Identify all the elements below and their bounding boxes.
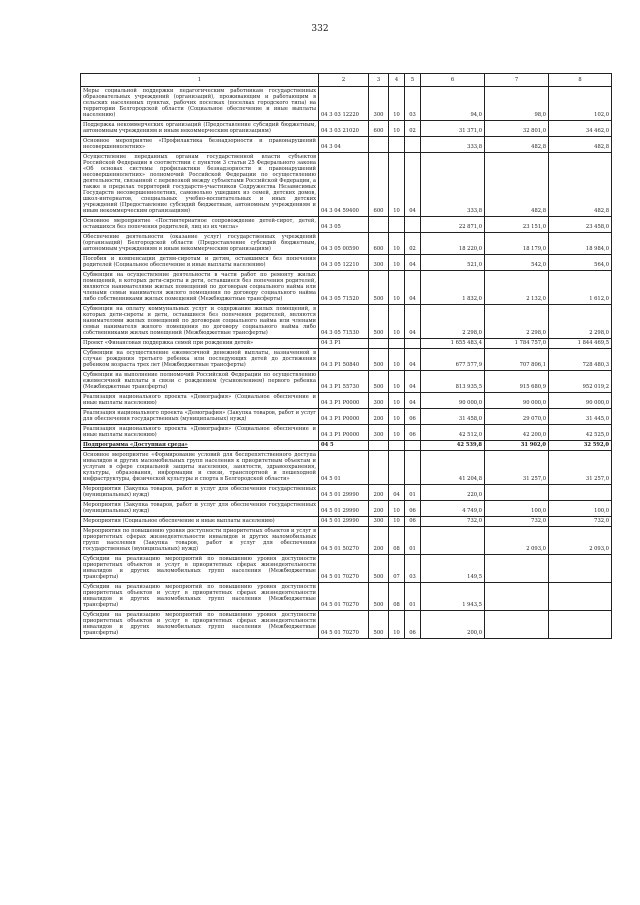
section-cell: 10 — [389, 153, 405, 217]
budget-code-cell: 04 5 01 29990 — [319, 485, 369, 501]
budget-code-cell: 04 3 03 21020 — [319, 121, 369, 137]
subsection-cell: 02 — [405, 233, 421, 255]
table-row — [81, 409, 612, 425]
subsection-cell: 03 — [405, 87, 421, 121]
amount-year3-cell: 732,0 — [549, 517, 612, 527]
row-name-cell: Субвенции на осуществление ежемесячной денежной выплаты, назначенной в случае рождения третьего ребенка или последующих детей до достижения ребенком возраста трех лет (Межбюджетные трансферты) — [81, 349, 319, 371]
expense-type-cell — [369, 451, 389, 485]
table-row — [81, 153, 612, 217]
amount-year1-cell: 31 458,0 — [421, 409, 485, 425]
amount-year3-cell: 18 984,0 — [549, 233, 612, 255]
amount-year1-cell: 42 512,0 — [421, 425, 485, 441]
row-name-cell: Реализация национального проекта «Демография» (Социальное обеспечение и иные выплаты населению) — [81, 425, 319, 441]
expense-type-cell — [369, 441, 389, 451]
budget-code-cell: 04 5 01 — [319, 451, 369, 485]
row-name-cell: Мероприятия (Закупка товаров, работ и услуг для обеспечения государственных (муниципальных) нужд) — [81, 485, 319, 501]
amount-year3-cell: 23 458,0 — [549, 217, 612, 233]
section-cell: 10 — [389, 349, 405, 371]
amount-year2-cell — [485, 583, 549, 611]
section-cell: 10 — [389, 271, 405, 305]
amount-year3-cell: 482,8 — [549, 137, 612, 153]
budget-code-cell: 04 5 01 70270 — [319, 583, 369, 611]
section-cell: 10 — [389, 425, 405, 441]
table-row — [81, 305, 612, 339]
amount-year2-cell: 18 179,0 — [485, 233, 549, 255]
amount-year1-cell — [421, 527, 485, 555]
column-header: 1 — [81, 74, 319, 87]
budget-code-cell: 04 5 — [319, 441, 369, 451]
subsection-cell — [405, 339, 421, 349]
subsection-cell — [405, 441, 421, 451]
amount-year1-cell: 333,8 — [421, 137, 485, 153]
column-header: 3 — [369, 74, 389, 87]
amount-year1-cell: 220,0 — [421, 485, 485, 501]
expense-type-cell: 500 — [369, 555, 389, 583]
expense-type-cell: 200 — [369, 409, 389, 425]
amount-year3-cell: 482,8 — [549, 153, 612, 217]
row-name-cell: Реализация национального проекта «Демография» (Социальное обеспечение и иные выплаты населению) — [81, 393, 319, 409]
section-cell: 10 — [389, 409, 405, 425]
section-cell: 10 — [389, 611, 405, 639]
amount-year3-cell: 2 298,0 — [549, 305, 612, 339]
table-row — [81, 485, 612, 501]
amount-year1-cell: 31 371,0 — [421, 121, 485, 137]
table-row — [81, 339, 612, 349]
amount-year3-cell: 1 844 469,5 — [549, 339, 612, 349]
amount-year1-cell: 94,0 — [421, 87, 485, 121]
amount-year2-cell: 2 298,0 — [485, 305, 549, 339]
expense-type-cell: 600 — [369, 153, 389, 217]
amount-year3-cell: 31 257,0 — [549, 451, 612, 485]
subsection-cell: 04 — [405, 393, 421, 409]
budget-code-cell: 04 5 01 70270 — [319, 611, 369, 639]
budget-code-cell: 04 5 01 70270 — [319, 555, 369, 583]
budget-code-cell: 04 3 04 — [319, 137, 369, 153]
row-name-cell: Основное мероприятие «Постинтернатное сопровождение детей-сирот, детей, оставшихся без попечения родителей, лиц из их числа» — [81, 217, 319, 233]
budget-code-cell: 04 3 P1 55730 — [319, 371, 369, 393]
section-cell: 10 — [389, 371, 405, 393]
column-header: 2 — [319, 74, 369, 87]
subsection-cell: 01 — [405, 583, 421, 611]
budget-code-cell: 04 3 05 12210 — [319, 255, 369, 271]
amount-year1-cell: 2 298,0 — [421, 305, 485, 339]
amount-year1-cell: 1 832,0 — [421, 271, 485, 305]
subsection-cell: 06 — [405, 501, 421, 517]
column-header: 5 — [405, 74, 421, 87]
budget-code-cell: 04 3 05 — [319, 217, 369, 233]
amount-year1-cell: 813 935,5 — [421, 371, 485, 393]
expense-type-cell: 200 — [369, 485, 389, 501]
column-header: 6 — [421, 74, 485, 87]
column-header: 4 — [389, 74, 405, 87]
subsection-cell: 06 — [405, 409, 421, 425]
row-name-cell: Мероприятия (Социальное обеспечение и иные выплаты населению) — [81, 517, 319, 527]
section-cell: 07 — [389, 555, 405, 583]
column-header: 8 — [549, 74, 612, 87]
amount-year1-cell: 333,8 — [421, 153, 485, 217]
row-name-cell: Субвенции на осуществление деятельности в части работ по ремонту жилых помещений, в которых дети-сироты и дети, оставшиеся без попечения родителей, являются нанимателями жилых помещений по договорам социального найма или членами семьи нанимателя жилого помещения по договору социального найма либо собственниками жилых помещений (Межбюджетные трансферты) — [81, 271, 319, 305]
amount-year2-cell: 29 070,0 — [485, 409, 549, 425]
subsection-cell: 04 — [405, 255, 421, 271]
section-cell — [389, 339, 405, 349]
amount-year2-cell — [485, 611, 549, 639]
budget-code-cell: 04 3 P1 P0000 — [319, 425, 369, 441]
table-row — [81, 271, 612, 305]
table-header-row — [81, 74, 612, 87]
expense-type-cell: 200 — [369, 527, 389, 555]
subsection-cell — [405, 217, 421, 233]
amount-year3-cell: 90 000,0 — [549, 393, 612, 409]
expense-type-cell: 500 — [369, 349, 389, 371]
row-name-cell: Осуществление переданных органам государственной власти субъектов Российской Федерации в соответствии с пунктом 3 статьи 25 Федерального закона «Об основах системы профилактики безнадзорности и правонарушений несовершеннолетних» полномочий Российской Федерации по осуществлению деятельности, связанной с перевозкой между субъектами Российской Федерации, а также в пределах территорий государств-участников Содружества Независимых Государств несовершеннолетних, самовольно ушедших из семей, детских домов, школ-интернатов, специальных учебно-воспитательных и иных детских учреждений (Предоставление субсидий бюджетным, автономным учреждениям и иным некоммерческим организациям) — [81, 153, 319, 217]
section-cell: 10 — [389, 501, 405, 517]
table-row — [81, 255, 612, 271]
row-name-cell: Субсидии на реализацию мероприятий по повышению уровня доступности приоритетных объектов и услуг в приоритетных сферах жизнедеятельности инвалидов и других маломобильных групп населения (Межбюджетные трансферты) — [81, 555, 319, 583]
expense-type-cell: 300 — [369, 517, 389, 527]
table-row — [81, 583, 612, 611]
budget-code-cell: 04 3 05 71520 — [319, 271, 369, 305]
table-row — [81, 425, 612, 441]
row-name-cell: Пособия и компенсации детям-сиротам и детям, оставшимся без попечения родителей (Социальное обеспечение и иные выплаты населению) — [81, 255, 319, 271]
amount-year3-cell — [549, 583, 612, 611]
amount-year2-cell: 732,0 — [485, 517, 549, 527]
budget-code-cell: 04 5 01 29990 — [319, 501, 369, 517]
row-name-cell: Основное мероприятие «Профилактика безнадзорности и правонарушений несовершеннолетних» — [81, 137, 319, 153]
expense-type-cell: 300 — [369, 87, 389, 121]
table-row — [81, 517, 612, 527]
budget-code-cell: 04 3 03 12220 — [319, 87, 369, 121]
section-cell: 10 — [389, 517, 405, 527]
table-row — [81, 371, 612, 393]
section-cell: 10 — [389, 87, 405, 121]
expense-type-cell: 300 — [369, 255, 389, 271]
amount-year2-cell: 915 680,9 — [485, 371, 549, 393]
amount-year3-cell: 728 480,3 — [549, 349, 612, 371]
expense-type-cell: 300 — [369, 425, 389, 441]
amount-year3-cell: 1 612,0 — [549, 271, 612, 305]
amount-year1-cell: 4 749,0 — [421, 501, 485, 517]
expense-type-cell — [369, 339, 389, 349]
section-cell: 10 — [389, 255, 405, 271]
amount-year1-cell: 1 655 483,4 — [421, 339, 485, 349]
amount-year2-cell: 482,8 — [485, 137, 549, 153]
section-cell: 10 — [389, 305, 405, 339]
amount-year1-cell: 41 204,8 — [421, 451, 485, 485]
amount-year2-cell: 42 200,0 — [485, 425, 549, 441]
amount-year2-cell: 23 151,0 — [485, 217, 549, 233]
amount-year2-cell: 98,0 — [485, 87, 549, 121]
column-header: 7 — [485, 74, 549, 87]
amount-year1-cell: 18 220,0 — [421, 233, 485, 255]
expense-type-cell: 600 — [369, 121, 389, 137]
row-name-cell: Мероприятия (Закупка товаров, работ и услуг для обеспечения государственных (муниципальных) нужд) — [81, 501, 319, 517]
table-row — [81, 349, 612, 371]
expense-type-cell: 500 — [369, 611, 389, 639]
budget-code-cell: 04 3 05 71530 — [319, 305, 369, 339]
subsection-cell: 01 — [405, 527, 421, 555]
subsection-cell: 02 — [405, 121, 421, 137]
table-row — [81, 441, 612, 451]
table-row — [81, 451, 612, 485]
row-name-cell: Субсидии на реализацию мероприятий по повышению уровня доступности приоритетных объектов и услуг в приоритетных сферах жизнедеятельности инвалидов и других маломобильных групп населения (Межбюджетные трансферты) — [81, 583, 319, 611]
table-row — [81, 87, 612, 121]
budget-code-cell: 04 3 P1 — [319, 339, 369, 349]
subsection-cell: 04 — [405, 153, 421, 217]
budget-code-cell: 04 3 05 00590 — [319, 233, 369, 255]
amount-year1-cell: 732,0 — [421, 517, 485, 527]
amount-year1-cell: 42 539,8 — [421, 441, 485, 451]
table-row — [81, 393, 612, 409]
section-cell: 10 — [389, 233, 405, 255]
amount-year2-cell: 1 784 757,0 — [485, 339, 549, 349]
subsection-cell: 04 — [405, 305, 421, 339]
budget-table — [80, 73, 612, 639]
expense-type-cell: 500 — [369, 305, 389, 339]
table-row — [81, 137, 612, 153]
table-row — [81, 217, 612, 233]
section-cell: 08 — [389, 583, 405, 611]
amount-year1-cell: 677 577,9 — [421, 349, 485, 371]
amount-year3-cell: 2 093,0 — [549, 527, 612, 555]
amount-year1-cell: 22 871,0 — [421, 217, 485, 233]
subsection-cell: 01 — [405, 485, 421, 501]
amount-year3-cell: 34 462,0 — [549, 121, 612, 137]
amount-year3-cell — [549, 611, 612, 639]
row-name-cell: Поддержка некоммерческих организаций (Предоставление субсидий бюджетным, автономным учреждениям и иным некоммерческим организациям) — [81, 121, 319, 137]
amount-year2-cell: 707 806,1 — [485, 349, 549, 371]
expense-type-cell: 500 — [369, 371, 389, 393]
row-name-cell: Мероприятия по повышению уровня доступности приоритетных объектов и услуг в приоритетных сферах жизнедеятельности инвалидов и других маломобильных групп населения (Закупка товаров, работ и услуг для обеспечения государственных (муниципальных) нужд) — [81, 527, 319, 555]
budget-code-cell: 04 5 01 50270 — [319, 527, 369, 555]
amount-year2-cell: 542,0 — [485, 255, 549, 271]
table-row — [81, 527, 612, 555]
expense-type-cell: 300 — [369, 393, 389, 409]
amount-year3-cell: 100,0 — [549, 501, 612, 517]
row-name-cell: Меры социальной поддержки педагогическим работникам государственных образовательных учреждений (организаций), проживающим и работающим в сельских населенных пунктах, рабочих поселках (поселках городского типа) на территории Белгородской области (Социальное обеспечение и иные выплаты населению) — [81, 87, 319, 121]
subsection-cell: 04 — [405, 349, 421, 371]
section-cell — [389, 441, 405, 451]
page-number: 332 — [311, 24, 329, 34]
amount-year3-cell: 102,0 — [549, 87, 612, 121]
amount-year2-cell: 2 132,0 — [485, 271, 549, 305]
amount-year1-cell: 90 000,0 — [421, 393, 485, 409]
section-cell — [389, 137, 405, 153]
amount-year3-cell: 952 019,2 — [549, 371, 612, 393]
budget-code-cell: 04 3 P1 50840 — [319, 349, 369, 371]
subsection-cell: 06 — [405, 425, 421, 441]
subsection-cell — [405, 451, 421, 485]
amount-year2-cell — [485, 555, 549, 583]
expense-type-cell: 500 — [369, 271, 389, 305]
amount-year3-cell: 564,0 — [549, 255, 612, 271]
table-row — [81, 121, 612, 137]
amount-year3-cell: 42 525,0 — [549, 425, 612, 441]
amount-year1-cell: 200,0 — [421, 611, 485, 639]
table-row — [81, 611, 612, 639]
expense-type-cell — [369, 137, 389, 153]
budget-code-cell: 04 3 P1 P0000 — [319, 393, 369, 409]
expense-type-cell: 200 — [369, 501, 389, 517]
amount-year1-cell: 149,5 — [421, 555, 485, 583]
amount-year2-cell: 100,0 — [485, 501, 549, 517]
budget-code-cell: 04 3 04 59400 — [319, 153, 369, 217]
amount-year2-cell: 90 000,0 — [485, 393, 549, 409]
amount-year3-cell — [549, 485, 612, 501]
amount-year3-cell — [549, 555, 612, 583]
table-row — [81, 233, 612, 255]
subsection-cell: 06 — [405, 611, 421, 639]
section-cell: 08 — [389, 527, 405, 555]
budget-code-cell: 04 3 P1 P0000 — [319, 409, 369, 425]
amount-year1-cell: 521,0 — [421, 255, 485, 271]
subsection-cell — [405, 137, 421, 153]
amount-year3-cell: 32 592,0 — [549, 441, 612, 451]
amount-year2-cell: 482,8 — [485, 153, 549, 217]
subsection-cell: 06 — [405, 517, 421, 527]
row-name-cell: Реализация национального проекта «Демография» (Закупка товаров, работ и услуг для обеспечения государственных (муниципальных) нужд) — [81, 409, 319, 425]
subsection-cell: 04 — [405, 271, 421, 305]
table-row — [81, 501, 612, 517]
amount-year2-cell — [485, 485, 549, 501]
subsection-cell: 03 — [405, 555, 421, 583]
budget-code-cell: 04 5 01 29990 — [319, 517, 369, 527]
expense-type-cell: 500 — [369, 583, 389, 611]
subsection-cell: 04 — [405, 371, 421, 393]
section-cell: 10 — [389, 393, 405, 409]
amount-year2-cell: 2 093,0 — [485, 527, 549, 555]
section-cell: 10 — [389, 121, 405, 137]
table-row — [81, 555, 612, 583]
amount-year2-cell: 31 257,0 — [485, 451, 549, 485]
row-name-cell: Субвенции на оплату коммунальных услуг и содержание жилых помещений, в которых дети-сироты и дети, оставшиеся без попечения родителей, являются нанимателями жилых помещений по договорам социального найма или членами семьи нанимателя жилого помещения по договору социального найма либо собственниками жилых помещений (Межбюджетные трансферты) — [81, 305, 319, 339]
row-name-cell: Проект «Финансовая поддержка семей при рождении детей» — [81, 339, 319, 349]
amount-year2-cell: 31 902,0 — [485, 441, 549, 451]
row-name-cell: Основное мероприятие «Формирование условий для беспрепятственного доступа инвалидов и других маломобильных групп населения к приоритетным объектам и услугам в сфере социальной защиты населения, занятости, здравоохранения, культуры, образования, информации и связи, транспортной и пешеходной инфраструктуры, физической культуры и спорта в Белгородской области» — [81, 451, 319, 485]
amount-year2-cell: 32 801,0 — [485, 121, 549, 137]
section-cell: 04 — [389, 485, 405, 501]
amount-year1-cell: 1 943,5 — [421, 583, 485, 611]
expense-type-cell — [369, 217, 389, 233]
row-name-cell: Обеспечение деятельности (оказание услуг) государственных учреждений (организаций) Белгородской области (Предоставление субсидий бюджетным, автономным учреждениям и иным некоммерческим организациям) — [81, 233, 319, 255]
row-name-cell: Субсидии на реализацию мероприятий по повышению уровня доступности приоритетных объектов и услуг в приоритетных сферах жизнедеятельности инвалидов и других маломобильных групп населения (Межбюджетные трансферты) — [81, 611, 319, 639]
expense-type-cell: 600 — [369, 233, 389, 255]
section-cell — [389, 217, 405, 233]
row-name-cell: Подпрограмма «Доступная среда» — [81, 441, 319, 451]
row-name-cell: Субвенции на выполнение полномочий Российской Федерации по осуществлению ежемесячной выплаты в связи с рождением (усыновлением) первого ребенка (Межбюджетные трансферты) — [81, 371, 319, 393]
amount-year3-cell: 31 445,0 — [549, 409, 612, 425]
section-cell — [389, 451, 405, 485]
